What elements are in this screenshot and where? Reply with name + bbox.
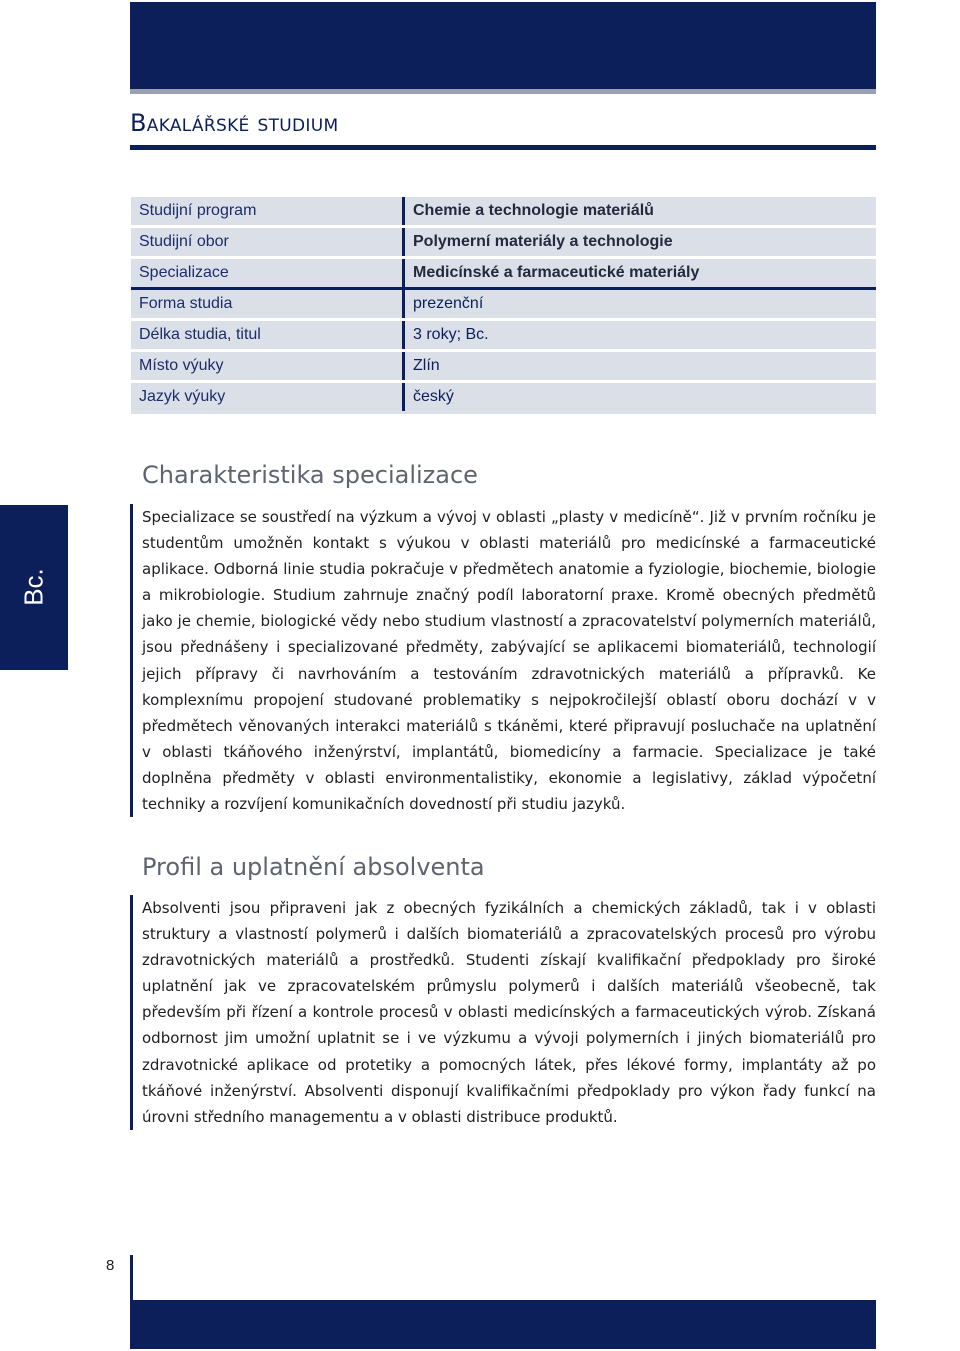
- characteristics-paragraph: Specializace se soustředí na výzkum a vývoj v oblasti „plasty v medicíně“. Již v prvním ročníku je studentům umožněn kontakt s výukou v oblasti materiálů pro medicínské a farmaceutické aplikace. Odborná linie studia pokračuje v předmětech anatomie a fyziologie, biochemie, biologie a mikrobiologie. Studium zahrnuje značný podíl laboratorní praxe. Kromě obecných předmětů jako je chemie, biologické vědy nebo studium vlastností a zpracovatelství polymerních materiálů, jsou přednášeny i specializované předměty, zabývající se aplikacemi biomateriálů, technologií jejich přípravy či navrhováním a testováním zdravotnických materiálů a přípravků. Ke komplexnímu propojení studované problematiky s nejpokročilejší oblastí oboru dochází v v předmětech věnovaných interakci materiálů s tkáněmi, které připravují posluchače na uplatnění v oblasti tkáňového inženýrství, implantátů, biomedicíny a farmacie. Specializace je také doplněna předměty v oblasti environmentalistiky, ekonomie a legislativy, základ výpočetní techniky a rozvíjení komunikačních dovedností při studiu jazyků.: [142, 508, 876, 814]
- row-label: Místo výuky: [131, 351, 404, 382]
- row-value: český: [404, 382, 877, 413]
- row-value: Chemie a technologie materiálů: [404, 197, 877, 227]
- table-row: [131, 351, 876, 382]
- row-label: Studijní program: [131, 197, 404, 227]
- study-info-table: [131, 197, 876, 414]
- row-label: Studijní obor: [131, 227, 404, 258]
- profile-paragraph: Absolventi jsou připraveni jak z obecných fyzikálních a chemických základů, tak i v oblasti struktury a vlastností polymerů i dalších biomateriálů a zpracovatelských procesů pro výrobu zdravotnických materiálů a prostředků. Studenti získají kvalifikační předpoklady pro široké uplatnění jak ve zpracovatelském průmyslu polymerů i dalších materiálů všeobecně, tak především při řízení a kontrole procesů v oblasti medicínských a farmaceutických výrob. Získaná odbornost jim umožní uplatnit se i ve výzkumu a vývoji polymerních i jiných biomateriálů pro zdravotnické aplikace od protetiky a pomocných látek, přes lékové formy, implantáty až po tkáňové inženýrství. Absolventi disponují kvalifikačními předpoklady pro výkon řady funkcí na úrovni středního managementu a v oblasti distribuce produktů.: [142, 899, 876, 1126]
- table-row: [131, 289, 876, 320]
- page-title: Bakalářské studium: [130, 109, 339, 137]
- table-row: [131, 382, 876, 413]
- profile-text-block: [130, 895, 876, 1130]
- table-row: [131, 320, 876, 351]
- title-divider: [130, 145, 876, 150]
- table-row: [131, 227, 876, 258]
- degree-side-tab: [0, 505, 68, 670]
- page-number: 8: [106, 1257, 115, 1274]
- footer-divider: [130, 1255, 133, 1300]
- footer-band: [130, 1300, 876, 1349]
- row-value: Polymerní materiály a technologie: [404, 227, 877, 258]
- characteristics-text-block: [130, 504, 876, 817]
- table-row: [131, 258, 876, 289]
- degree-side-tab-label: Bc.: [18, 568, 49, 606]
- header-band-shadow: [130, 89, 876, 94]
- characteristics-heading: Charakteristika specializace: [142, 461, 478, 489]
- row-label: Délka studia, titul: [131, 320, 404, 351]
- row-label: Forma studia: [131, 289, 404, 320]
- row-value: Medicínské a farmaceutické materiály: [404, 258, 877, 289]
- table-row: [131, 197, 876, 227]
- row-label: Jazyk výuky: [131, 382, 404, 413]
- profile-heading: Profil a uplatnění absolventa: [142, 853, 485, 881]
- header-band: [130, 2, 876, 89]
- row-value: 3 roky; Bc.: [404, 320, 877, 351]
- row-value: Zlín: [404, 351, 877, 382]
- row-label: Specializace: [131, 258, 404, 289]
- row-value: prezenční: [404, 289, 877, 320]
